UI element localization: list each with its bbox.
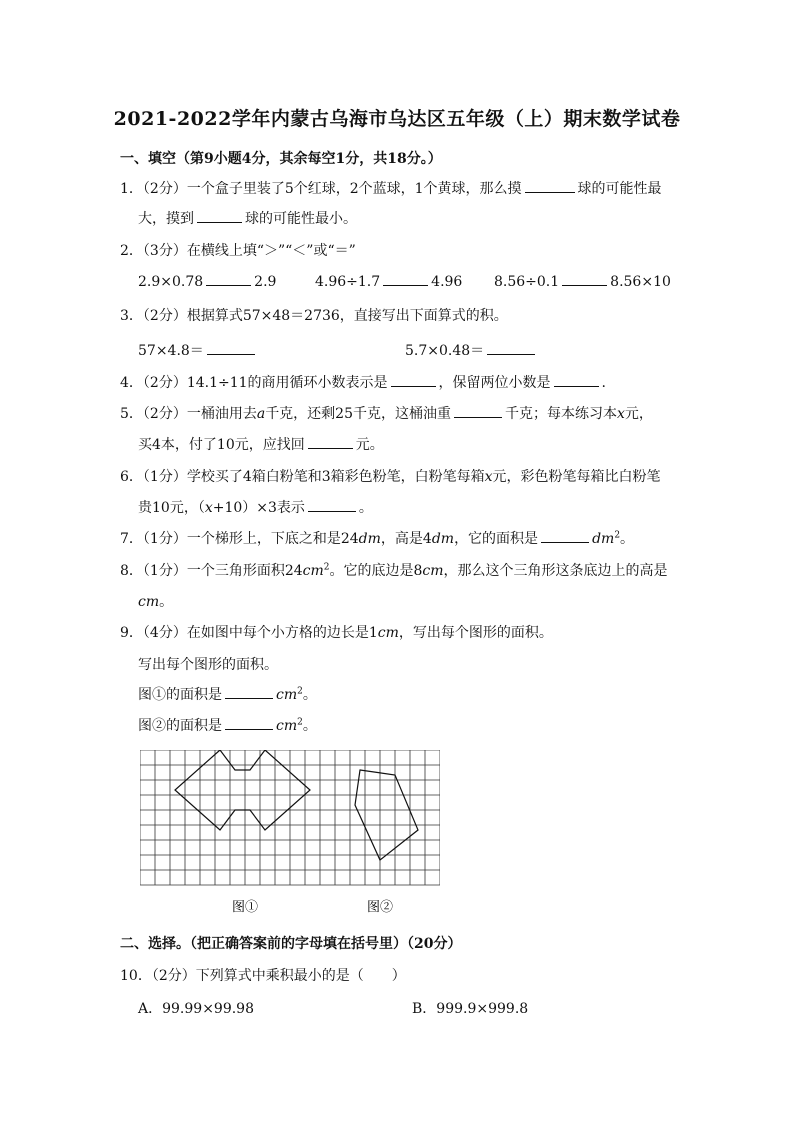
answer-blank[interactable]: [383, 272, 428, 286]
q8-text: ，那么这个三角形这条底边上的高是: [443, 563, 668, 579]
q9-text: 9．（4分）在如图中每个小方格的边长是1: [120, 625, 378, 641]
question-1-line-1: [120, 178, 662, 198]
unit: cm: [276, 718, 298, 734]
q4-text-a: 4．（2分）14.1÷11的商用循环小数表示是: [120, 375, 388, 391]
variable: x: [204, 500, 213, 516]
figure-2-shape: [355, 770, 418, 860]
question-3-stem: 3．（2分）根据算式57×48＝2736，直接写出下面算式的积。: [120, 308, 508, 324]
q4-text-b: ，保留两位小数是: [438, 375, 551, 391]
question-5-line-2: [138, 434, 384, 454]
q9-text: 图①的面积是: [138, 687, 222, 703]
q6-text: 。: [358, 500, 373, 516]
unit: dm: [431, 531, 455, 547]
figure-1-label: 图①: [231, 900, 259, 915]
superscript: 2: [297, 686, 303, 697]
q1-text-d: 球的可能性最小。: [245, 211, 357, 227]
answer-blank[interactable]: [206, 272, 251, 286]
answer-blank[interactable]: [525, 179, 575, 193]
question-6-line-1: [120, 466, 661, 486]
q8-text: 。它的底边是8: [329, 563, 423, 579]
answer-blank[interactable]: [308, 435, 353, 449]
question-9-stem: [120, 622, 553, 642]
answer-blank[interactable]: [225, 685, 273, 699]
q6-text: 元，彩色粉笔每箱比白粉笔: [492, 469, 661, 485]
q6-text: +10）×3表示: [212, 500, 305, 516]
q1-text-c: 大，摸到: [138, 211, 194, 227]
q4-text-c: .: [601, 375, 606, 391]
superscript: 2: [323, 562, 330, 573]
question-6-line-2: [138, 497, 373, 517]
answer-blank[interactable]: [541, 529, 589, 543]
question-2-stem: 2．（3分）在横线上填“＞”“＜”或“＝”: [120, 243, 356, 259]
unit: cm: [302, 563, 324, 579]
q9-text: 。: [302, 718, 317, 734]
answer-blank[interactable]: [391, 373, 436, 387]
variable: x: [617, 406, 625, 422]
expr: 8.56÷0.1: [494, 274, 560, 290]
q5-text: 元，: [624, 406, 653, 422]
question-5-line-1: [120, 403, 653, 423]
answer-blank[interactable]: [454, 404, 502, 418]
question-9-figure-1-area: [138, 684, 317, 704]
answer-blank[interactable]: [207, 341, 255, 355]
answer-blank[interactable]: [554, 373, 599, 387]
question-8-line-1: [120, 560, 668, 580]
q6-text: 贵10元，（: [138, 500, 205, 516]
page-title: 2021-2022学年内蒙古乌海市乌达区五年级（上）期末数学试卷: [113, 108, 681, 130]
q7-text: 。: [620, 531, 635, 547]
q7-text: 7．（1分）一个梯形上，下底之和是24: [120, 531, 359, 547]
expr: 8.56×10: [610, 274, 671, 290]
option-a[interactable]: A．99.99×99.98: [138, 1001, 254, 1017]
unit: cm: [377, 625, 399, 641]
variable: x: [484, 469, 493, 485]
question-1-line-2: [138, 208, 357, 228]
question-8-line-2: [138, 591, 173, 611]
section-1-heading: 一、填空（第9小题4分，其余每空1分，共18分。）: [120, 151, 442, 167]
unit: dm: [592, 531, 615, 547]
q8-text: 8．（1分）一个三角形面积24: [120, 563, 303, 579]
q5-text: 5．（2分）一桶油用去: [120, 406, 257, 422]
answer-blank[interactable]: [562, 272, 607, 286]
answer-blank[interactable]: [225, 716, 273, 730]
q5-text: 千克，还剩25千克，这桶油重: [265, 406, 452, 422]
q6-text: 6．（1分）学校买了4箱白粉笔和3箱彩色粉笔，白粉笔每箱: [120, 469, 485, 485]
q1-text-a: 1．（2分）一个盒子里装了5个红球，2个蓝球，1个黄球，那么摸: [120, 181, 522, 197]
superscript: 2: [297, 717, 303, 728]
question-9-sub: 写出每个图形的面积。: [138, 657, 278, 673]
q7-text: ，高是4: [380, 531, 432, 547]
question-9-figure-2-area: [138, 715, 317, 735]
expr: 5.7×0.48＝: [405, 343, 485, 359]
q8-text: 。: [159, 594, 174, 610]
grid-lines: [140, 750, 440, 885]
expr: 2.9×0.78: [138, 274, 204, 290]
variable: a: [256, 406, 266, 422]
question-7: [120, 528, 634, 548]
unit: dm: [358, 531, 381, 547]
grid-figure: [140, 750, 440, 920]
expr: 57×4.8＝: [138, 343, 204, 359]
question-10-stem: 10．（2分）下列算式中乘积最小的是（ ）: [120, 968, 406, 984]
expr: 4.96÷1.7: [315, 274, 381, 290]
unit: cm: [276, 687, 298, 703]
unit: cm: [422, 563, 444, 579]
answer-blank[interactable]: [308, 498, 356, 512]
unit: cm: [138, 594, 160, 610]
figure-2-label: 图②: [366, 900, 394, 915]
expr: 4.96: [431, 274, 463, 290]
q5-text: 元。: [355, 437, 384, 453]
q5-text: 买4本，付了10元，应找回: [138, 437, 305, 453]
option-b[interactable]: B．999.9×999.8: [412, 1001, 529, 1017]
q7-text: ，它的面积是: [454, 531, 539, 547]
q5-text: 千克；每本练习本: [505, 406, 618, 422]
q9-text: 。: [302, 687, 317, 703]
q1-text-b: 球的可能性最: [577, 181, 662, 197]
question-4: [120, 372, 606, 392]
expr: 2.9: [254, 274, 277, 290]
q9-text: 图②的面积是: [138, 718, 222, 734]
q9-text: ，写出每个图形的面积。: [398, 625, 553, 641]
section-2-heading: 二、选择。（把正确答案前的字母填在括号里）（20分）: [120, 936, 462, 952]
answer-blank[interactable]: [487, 341, 535, 355]
answer-blank[interactable]: [197, 209, 242, 223]
superscript: 2: [614, 530, 621, 541]
